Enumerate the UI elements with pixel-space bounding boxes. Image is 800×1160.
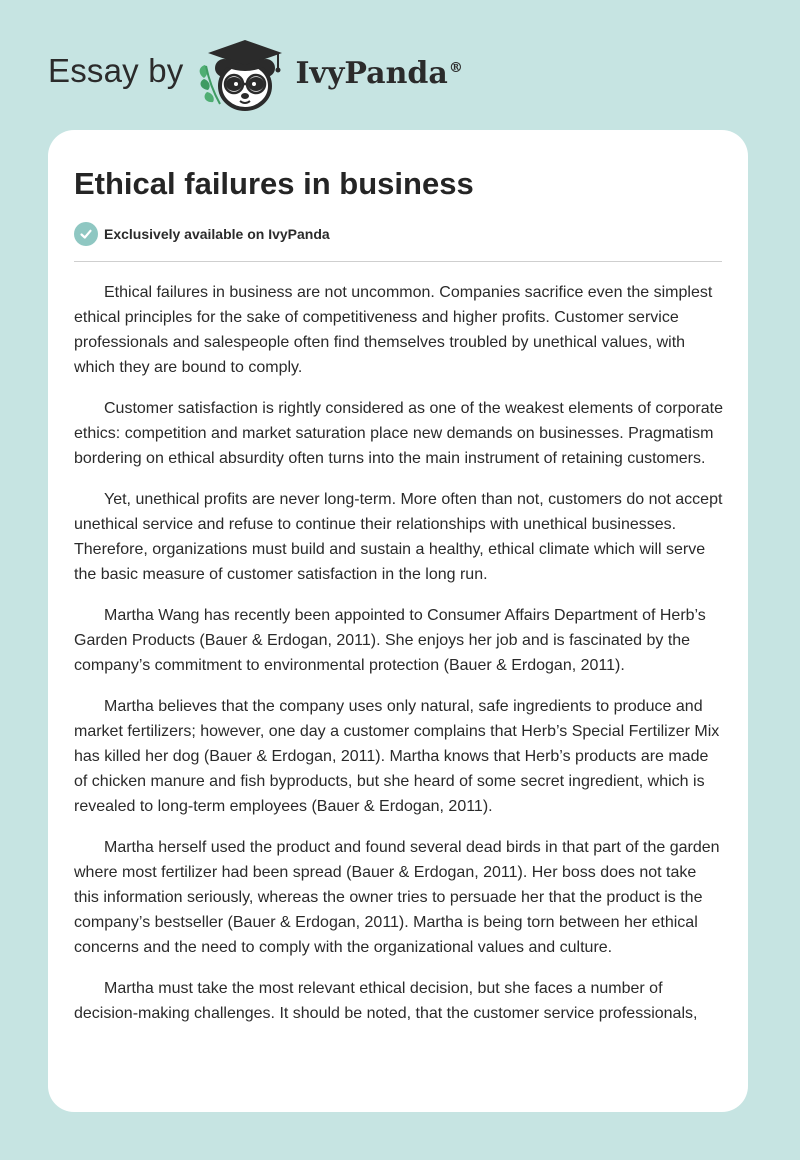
essay-paragraph-7: Martha must take the most relevant ethical decision, but she faces a number of decision-making challenges. It should be noted, that the customer service professionals, <box>74 980 698 1022</box>
essay-paragraph-5: Martha believes that the company uses only natural, safe ingredients to produce and market fertilizers; however, one day a customer complains that Herb’s Special Fertilizer Mix has killed her dog (Bauer & Erdogan, 2011). Martha knows that Herb’s products are made of chicken manure and fish byproducts, but she heard of some secret ingredient, which is revealed to long-term employees (Bauer & Erdogan, 2011). <box>74 698 720 815</box>
essay-card <box>48 130 748 1112</box>
essay-body <box>74 280 724 1042</box>
essay-paragraph-3: Yet, unethical profits are never long-term. More often than not, customers do not accept unethical service and refuse to continue their relationships with unethical businesses. Therefore, organizations must build and sustain a healthy, ethical climate which will serve the basic measure of customer satisfaction in the long run. <box>74 491 723 583</box>
essay-paragraph-6: Martha herself used the product and found several dead birds in that part of the garden where most fertilizer had been spread (Bauer & Erdogan, 2011). Her boss does not take this information seriously, whereas the owner tries to persuade her that the product is the company’s bestseller (Bauer & Erdogan, 2011). Martha is being torn between her ethical concerns and the need to comply with the organizational values and culture. <box>74 839 720 956</box>
essay-paragraph-4: Martha Wang has recently been appointed to Consumer Affairs Department of Herb’s Garden Products (Bauer & Erdogan, 2011). She enjoys her job and is fascinated by the company’s commitment to environmental protection (Bauer & Erdogan, 2011). <box>74 607 706 674</box>
panda-graduate-logo-icon <box>196 34 290 114</box>
exclusive-badge <box>74 222 330 246</box>
exclusive-badge-label: Exclusively available on IvyPanda <box>104 226 330 242</box>
essay-paragraph-1: Ethical failures in business are not uncommon. Companies sacrifice even the simplest ethical principles for the sake of competitiveness and higher profits. Customer service professionals and salespeople often find themselves troubled by unethical values, with which they are bound to comply. <box>74 284 713 376</box>
brand-name: IvyPanda® <box>295 55 463 91</box>
brand-prefix: Essay by <box>48 52 184 89</box>
essay-title: Ethical failures in business <box>74 166 474 201</box>
site-brand[interactable] <box>48 34 463 114</box>
check-icon <box>74 222 98 246</box>
title-divider <box>74 261 722 262</box>
registered-mark: ® <box>448 59 463 76</box>
essay-paragraph-2: Customer satisfaction is rightly considered as one of the weakest elements of corporate ethics: competition and market saturation place new demands on businesses. Pragmatism bordering on ethical absurdity often turns into the main instrument of retaining customers. <box>74 400 723 467</box>
